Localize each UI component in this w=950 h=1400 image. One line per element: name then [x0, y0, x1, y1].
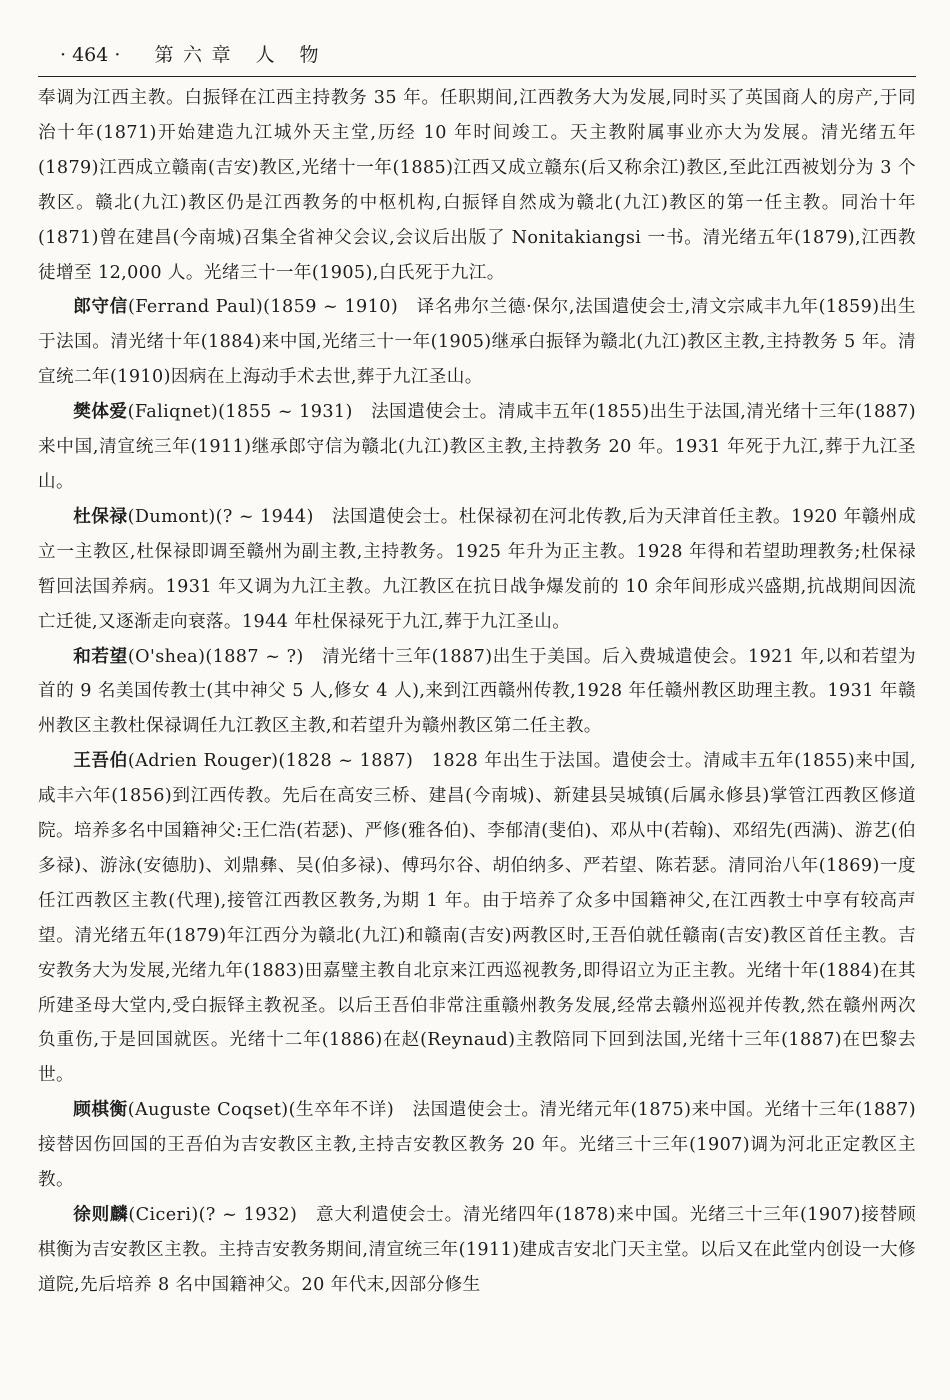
entry-lifespan: (Faliqnet)(1855 ~ 1931): [127, 402, 353, 423]
entry-text: 法国遣使会士。清咸丰五年(1855)出生于法国,清光绪十三年(1887)来中国,清宣统三年(1911)继承郎守信为赣北(九江)教区主教,主持教务 20 年。1931 年死于九江,葬于九江圣山。: [38, 402, 916, 492]
entry-text: 清光绪十三年(1887)出生于美国。后入费城遣使会。1921 年,以和若望为首的 9 名美国传教士(其中神父 5 人,修女 4 人),来到江西赣州传教,1928 年任赣州教区助理主教。1931 年赣州教区主教杜保禄调任九江教区主教,和若望升为赣州教区第二任主教。: [38, 646, 916, 737]
entry-name: 王吾伯: [73, 750, 128, 772]
running-head: [38, 40, 916, 72]
entry-lifespan: (Adrien Rouger)(1828 ~ 1887): [127, 751, 414, 772]
entry-wang-wubo: [38, 744, 916, 1093]
entry-name: 杜保禄: [73, 505, 128, 527]
entry-xu-zelin: [38, 1198, 916, 1303]
entry-text: 1828 年出生于法国。遣使会士。清咸丰五年(1855)来中国,咸丰六年(1856)到江西传教。先后在高安三桥、建昌(今南城)、新建县吴城镇(后属永修县)掌管江西教区修道院。培养多名中国籍神父:王仁浩(若瑟)、严修(雅各伯)、李郁清(斐伯)、邓从中(若翰)、邓绍先(西满)、游艺(伯多禄)、游泳(安德肋)、刘鼎彝、吴(伯多禄)、傅玛尔谷、胡伯纳多、严若望、陈若瑟。清同治八年(1869)一度任江西教区主教(代理),接管江西教区教务,为期 1 年。由于培养了众多中国籍神父,在江西教士中享有较高声望。清光绪五年(1879)年江西分为赣北(九江)和赣南(吉安)两教区时,王吾伯就任赣南(吉安)教区首任主教。吉安教务大为发展,光绪九年(1883)田嘉璧主教自北京来江西巡视教务,即得诏立为正主教。光绪十年(1884)在其所建圣母大堂内,受白振铎主教祝圣。以后王吾伯非常注重赣州教务发展,经常去赣州巡视并传教,然在赣州两次负重伤,于是回国就医。光绪十二年(1886)在赵(Reynaud)主教陪同下回到法国,光绪十三年(1887)在巴黎去世。: [38, 751, 917, 1086]
entry-lifespan: (Ciceri)(? ~ 1932): [128, 1205, 298, 1225]
entry-lang-shouxin: [38, 290, 916, 395]
entry-lifespan: (Dumont)(? ~ 1944): [127, 506, 314, 527]
entry-lifespan: (O'shea)(1887 ~ ?): [127, 646, 304, 667]
entry-text: 法国遣使会士。清光绪元年(1875)来中国。光绪十三年(1887)接替因伤回国的王吾伯为吉安教区主教,主持吉安教区教务 20 年。光绪三十三年(1907)调为河北正定教区主教。: [38, 1100, 917, 1191]
entry-name: 和若望: [73, 645, 128, 667]
entry-name: 徐则麟: [73, 1204, 129, 1225]
entry-gu-qiheng: [38, 1093, 916, 1198]
entry-lifespan: (Auguste Coqset)(生卒年不详): [127, 1100, 395, 1121]
entry-lifespan: (Ferrand Paul)(1859 ~ 1910): [127, 297, 399, 318]
entry-text: 译名弗尔兰德·保尔,法国遣使会士,清文宗咸丰九年(1859)出生于法国。清光绪十年(1884)来中国,光绪三十一年(1905)继承白振铎为赣北(九江)教区主教,主持教务 5 年。清宣统二年(1910)因病在上海动手术去世,葬于九江圣山。: [38, 297, 916, 388]
entry-name: 顾棋衡: [73, 1099, 128, 1121]
entry-text: 法国遣使会士。杜保禄初在河北传教,后为天津首任主教。1920 年赣州成立一主教区,杜保禄即调至赣州为副主教,主持教务。1925 年升为正主教。1928 年得和若望助理教务;杜保禄暂回法国养病。1931 年又调为九江主教。九江教区在抗日战争爆发前的 10 余年间形成兴盛期,抗战期间因流亡迁徙,又逐渐走向衰落。1944 年杜保禄死于九江,葬于九江圣山。: [38, 506, 917, 632]
entry-name: 郎守信: [73, 296, 128, 318]
intro-paragraph: 奉调为江西主教。白振铎在江西主持教务 35 年。任职期间,江西教务大为发展,同时买了英国商人的房产,于同治十年(1871)开始建造九江城外天主堂,历经 10 年时间竣工。天主教附属事业亦大为发展。清光绪五年(1879)江西成立赣南(吉安)教区,光绪十一年(1885)江西又成立赣东(后又称余江)教区,至此江西被划分为 3 个教区。赣北(九江)教区仍是江西教务的中枢机构,白振铎自然成为赣北(九江)教区的第一任主教。同治十年(1871)曾在建昌(今南城)召集全省神父会议,会议后出版了 Nonitakiangsi 一书。清光绪五年(1879),江西教徒增至 12,000 人。光绪三十一年(1905),白氏死于九江。: [38, 88, 916, 283]
entry-text: 意大利遣使会士。清光绪四年(1878)来中国。光绪三十三年(1907)接替顾棋衡为吉安教区主教。主持吉安教务期间,清宣统三年(1911)建成吉安北门天主堂。以后又在此堂内创设一大修道院,先后培养 8 名中国籍神父。20 年代末,因部分修生: [38, 1205, 917, 1295]
header-rule: [38, 76, 916, 77]
entry-du-baolu: [38, 500, 916, 640]
body-text: [38, 81, 916, 1303]
entry-he-ruowang: [38, 640, 916, 745]
chapter-title: 第六章 人 物: [154, 44, 329, 66]
page-number: · 464 ·: [60, 44, 121, 66]
entry-fan-tiai: [38, 395, 916, 500]
entry-name: 樊体爱: [73, 401, 128, 423]
